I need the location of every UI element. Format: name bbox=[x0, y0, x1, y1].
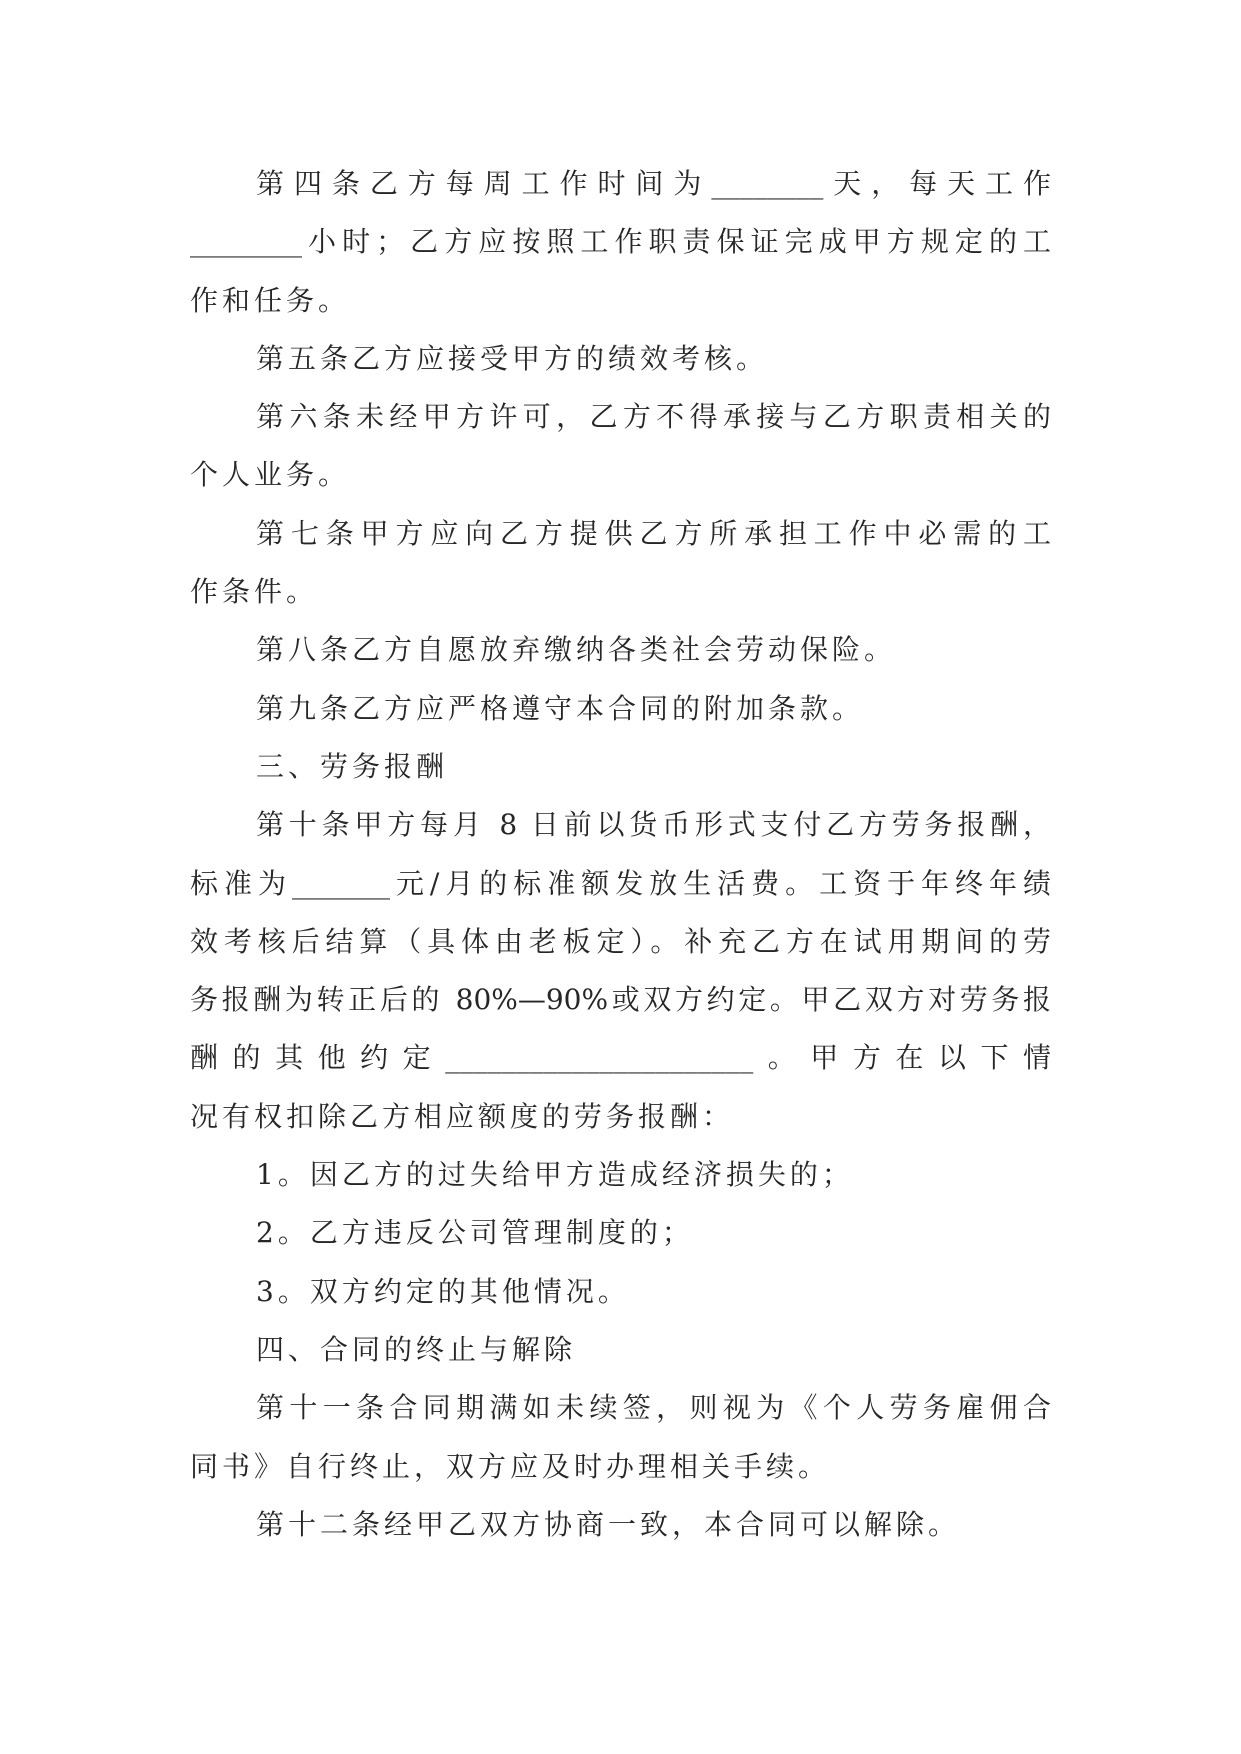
clause-10-line-6: 况有权扣除乙方相应额度的劳务报酬： bbox=[190, 1099, 735, 1133]
clause-4-line-2: ________小时；乙方应按照工作职责保证完成甲方规定的工 bbox=[190, 225, 1051, 259]
clause-10-line-5: 酬的其他约定______________________。甲方在以下情 bbox=[190, 1041, 1051, 1075]
deduction-item-2: 2。乙方违反公司管理制度的； bbox=[256, 1216, 694, 1250]
section-3-heading: 三、劳务报酬 bbox=[256, 749, 449, 783]
clause-5-line-1: 第五条乙方应接受甲方的绩效考核。 bbox=[256, 341, 769, 375]
deduction-item-1: 1。因乙方的过失给甲方造成经济损失的； bbox=[256, 1158, 854, 1192]
clause-12-line-1: 第十二条经甲乙双方协商一致，本合同可以解除。 bbox=[256, 1507, 961, 1541]
clause-10-line-2: 标准为_______元/月的标准额发放生活费。工资于年终年绩 bbox=[190, 866, 1051, 900]
clause-9-line-1: 第九条乙方应严格遵守本合同的附加条款。 bbox=[256, 691, 865, 725]
clause-4-line-1: 第四条乙方每周工作时间为________天，每天工作 bbox=[256, 167, 1051, 200]
clause-7-line-2: 作条件。 bbox=[190, 575, 319, 609]
section-4-heading: 四、合同的终止与解除 bbox=[256, 1332, 577, 1366]
clause-10-line-4: 务报酬为转正后的 80%—90%或双方约定。甲乙双方对劳务报 bbox=[190, 983, 1051, 1017]
clause-8-line-1: 第八条乙方自愿放弃缴纳各类社会劳动保险。 bbox=[256, 633, 897, 667]
contract-body bbox=[190, 155, 1051, 1554]
clause-10-line-3: 效考核后结算（具体由老板定）。补充乙方在试用期间的劳 bbox=[190, 924, 1051, 958]
clause-7-line-1: 第七条甲方应向乙方提供乙方所承担工作中必需的工 bbox=[256, 516, 1051, 550]
clause-6-line-2: 个人业务。 bbox=[190, 458, 351, 492]
clause-11-line-2: 同书》自行终止，双方应及时办理相关手续。 bbox=[190, 1449, 831, 1483]
clause-4-line-3: 作和任务。 bbox=[190, 283, 351, 317]
clause-10-line-1: 第十条甲方每月 8 日前以货币形式支付乙方劳务报酬， bbox=[256, 808, 1051, 842]
clause-11-line-1: 第十一条合同期满如未续签，则视为《个人劳务雇佣合 bbox=[256, 1391, 1051, 1425]
clause-6-line-1: 第六条未经甲方许可，乙方不得承接与乙方职责相关的 bbox=[256, 400, 1051, 434]
deduction-item-3: 3。双方约定的其他情况。 bbox=[256, 1274, 630, 1308]
